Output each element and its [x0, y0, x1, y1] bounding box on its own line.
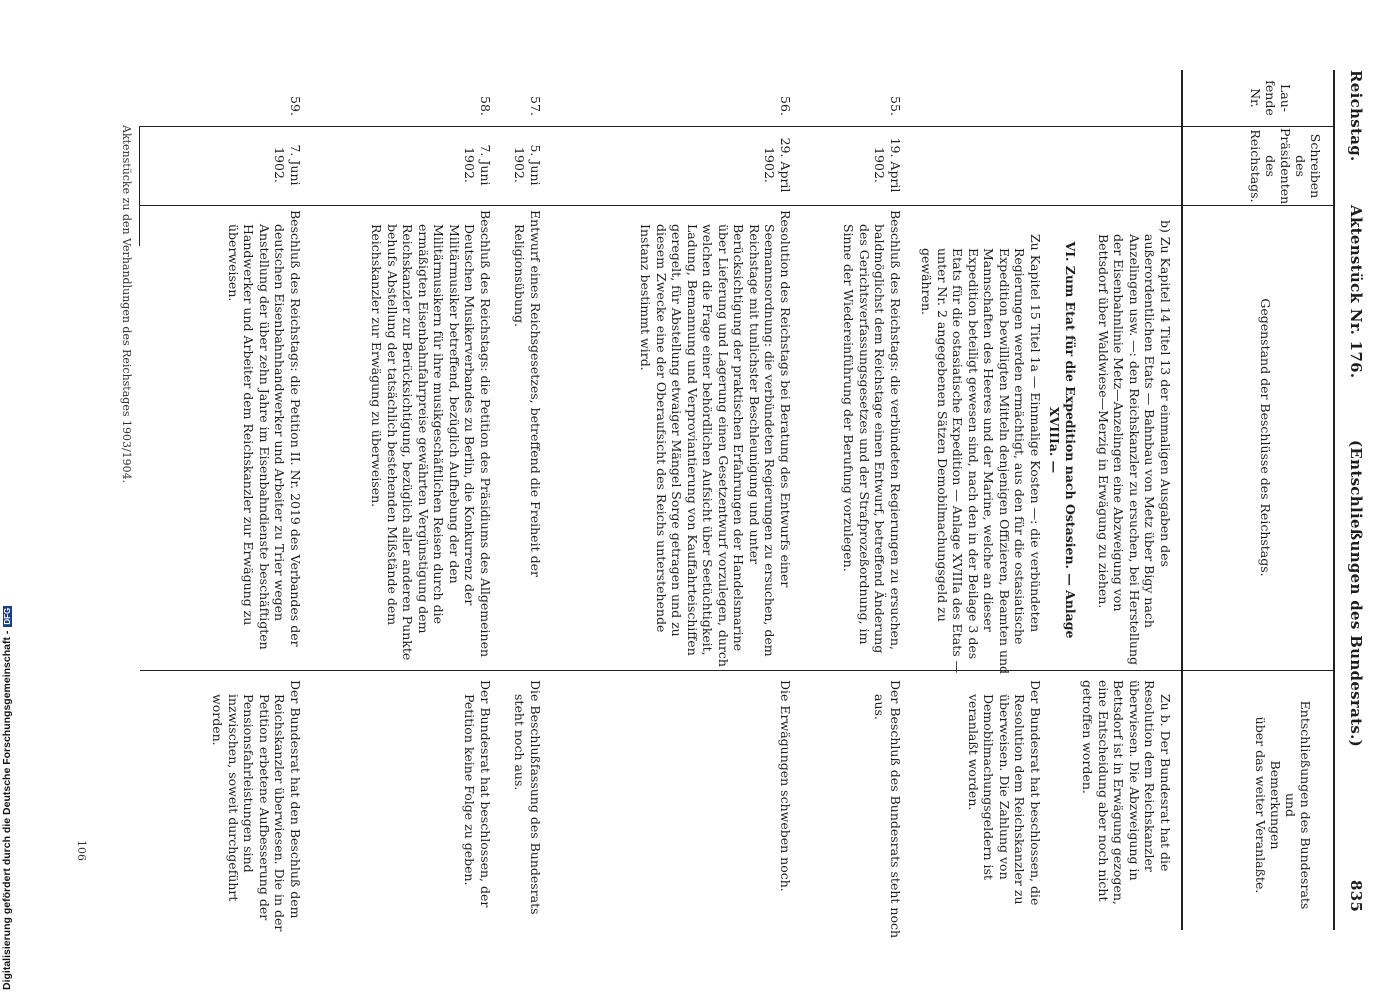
col-head-entschliessungen: Entschließungen des Bundesrats und Bemerkungen über das weiter Veranlaßte.	[1253, 700, 1313, 910]
row-6-decision: Der Bundesrat hat den Beschluß dem Reichskanzler überwiesen. Die in der Petition erbetene Aufbesserung der Pensionsfahrleistungen sind inzwischen, soweit durchgeführt worden.	[210, 680, 303, 932]
col-head-gegenstand: Gegenstand der Beschlüsse des Reichstags.	[1258, 298, 1273, 577]
row-6-subject: Beschluß des Reichstags: die Petition II. Nr. 2019 des Verbandes der deutschen Eisenbahnhandwerker und Arbeiter zu Trier wegen Anstellung der über zehn Jahre im Eisenbahndienste beschäftigten Handwerker und Arbeiter dem Reichskanzler zur Erwägung zu überweisen.	[226, 210, 303, 650]
row-6-nr: 59.	[288, 96, 303, 116]
row-2-decision: Der Beschluß des Bundesrats steht noch aus.	[872, 680, 903, 939]
row-1-subject: Zu Kapitel 15 Titel 1a — Einmalige Kosten —: die verbündeten Regierungen werden ermächtigt, aus den für die ostasiatische Expedition bewilligten Mitteln denjenigen Offizieren, Beamten und Mannschaften des Heeres und der Marine, welche an dieser Expedition beteiligt gewesen sind, nach den in der Beilage 3 des Etats für die ostasiatische Expedition — Anlage XVIIIa des Etats — unter Nr. 2 angegebenen Sätzen Demobilmachungsgeld zu gewähren.	[919, 234, 1043, 675]
row-5-subject: Beschluß des Reichstags: die Petition des Präsidiums des Allgemeinen Deutschen Musikerverbandes zu Berlin, die Konkurrenz der Militärmusiker betreffend, bezüglich Aufhebung der den Militärmusikern für ihre musikgeschäftlichen Reisen durch die ermäßigten Eisenbahnfahrpreise gewährten Vergünstigung dem Reichskanzler zur Berücksichtigung, bezüglich aller anderen Punkte behufs Abstellung der tatsächlich bestehenden Mißstände dem Reichskanzler zur Erwägung zu überweisen.	[369, 210, 493, 661]
row-4-decision: Die Beschlußfassung des Bundesrats steht noch aus.	[512, 680, 543, 915]
page-number: 835	[1347, 880, 1365, 913]
row-4-nr: 57.	[528, 96, 543, 116]
row-0-decision: Zu b. Der Bundesrat hat die Resolution dem Reichskanzler überwiesen. Die Abzweigung in Bettsdorf ist in Erwägung gezogen, eine Entscheidung aber noch nicht getroffen worden.	[1080, 680, 1173, 905]
row-1-section: VI. Zum Etat für die Expedition nach Ostasien. — Anlage XVIIIa. —	[1047, 241, 1078, 639]
header-paren: (Entschließungen des Bundesrats.)	[1347, 440, 1365, 748]
row-2-nr: 55.	[888, 96, 903, 116]
col-sep-2	[140, 205, 1335, 206]
col-sep-1	[140, 126, 1335, 127]
header-left: Reichstag.	[1347, 70, 1365, 162]
row-4-date: 5. Juni 1902.	[512, 144, 543, 186]
row-2-subject: Beschluß des Reichstags: die verbündeten Regierungen zu ersuchen, baldmöglichst dem Reichstage einen Entwurf, betreffend Änderung des Gerichtsverfassungsgesetzes und der Strafprozeßordnung, im Sinne der Wiedereinführung der Berufung vorzulegen.	[841, 210, 903, 654]
row-3-decision: Die Erwägungen schweben noch.	[778, 680, 793, 892]
digitization-text: Digitalisierung gefördert durch die Deutsche Forschungsgemeinschaft -	[1, 630, 13, 990]
row-0-subject: b) Zu Kapitel 14 Titel 13 der einmaligen Ausgaben des außerordentlichen Etats — Bahnbau von Metz über Bigy nach Anzelingen usw. —: den Reichskanzler zu ersuchen, bei Herstellung der Eisenbahnlinie Metz—Anzelingen eine Abzweigung von Bettsdorf über Waldwiese—Merzig in Erwägung zu ziehen.	[1096, 220, 1173, 666]
dfg-logo: DFG	[3, 607, 12, 625]
row-5-nr: 58.	[478, 96, 493, 116]
rule-header-bottom	[1181, 70, 1183, 930]
row-5-date: 7. Juni 1902.	[462, 144, 493, 186]
digitization-note	[1, 600, 15, 990]
footer-left: Aktenstücke zu den Verhandlungen des Reichstages 1903/1904.	[120, 125, 133, 484]
footer-page: 106	[75, 840, 88, 861]
row-5-decision: Der Bundesrat hat beschlossen, der Petition keine Folge zu geben.	[462, 680, 493, 908]
row-1-decision: Der Bundesrat hat beschlossen, die Resolution dem Reichskanzler zu überweisen. Die Zahlung von Demobilmachungsgeldern ist veranlaßt worden.	[966, 680, 1043, 906]
row-6-date: 7. Juni 1902.	[272, 144, 303, 186]
row-3-subject: Resolution des Reichstags bei Beratung des Entwurfs einer Seemannsordnung: die verbündeten Regierungen zu ersuchen, dem Reichstage mit tunlichster Beschleunigung und unter Berücksichtigung der praktischen Erfahrungen der Handelsmarine über Lieferung und Lagerung einen Gesetzentwurf vorzulegen, durch welchen die Frage einer behördlichen Aufsicht über Seetüchtigkeit, Ladung, Bemannung und Verproviantierung von Kauffahrteischiffen geregelt, für Abstellung etwaiger Mängel Sorge getragen und zu diesem Zwecke eine der Oberaufsicht des Reichs unterstehende Instanz bestimmt wird.	[638, 210, 793, 667]
row-3-date: 29. April 1902.	[762, 137, 793, 193]
row-4-subject: Entwurf eines Reichsgesetzes, betreffend die Freiheit der Religionsübung.	[512, 210, 543, 577]
rule-top	[1333, 70, 1335, 930]
col-head-schreiben: Schreiben des Präsidenten des Reichstags.	[1248, 128, 1323, 205]
row-2-date: 19. April 1902.	[872, 137, 903, 193]
row-3-nr: 56.	[778, 96, 793, 116]
col-head-lfd: Lau- fende Nr.	[1248, 80, 1293, 116]
header-center: Aktenstück Nr. 176.	[1347, 205, 1365, 379]
footer-rule	[139, 126, 140, 246]
